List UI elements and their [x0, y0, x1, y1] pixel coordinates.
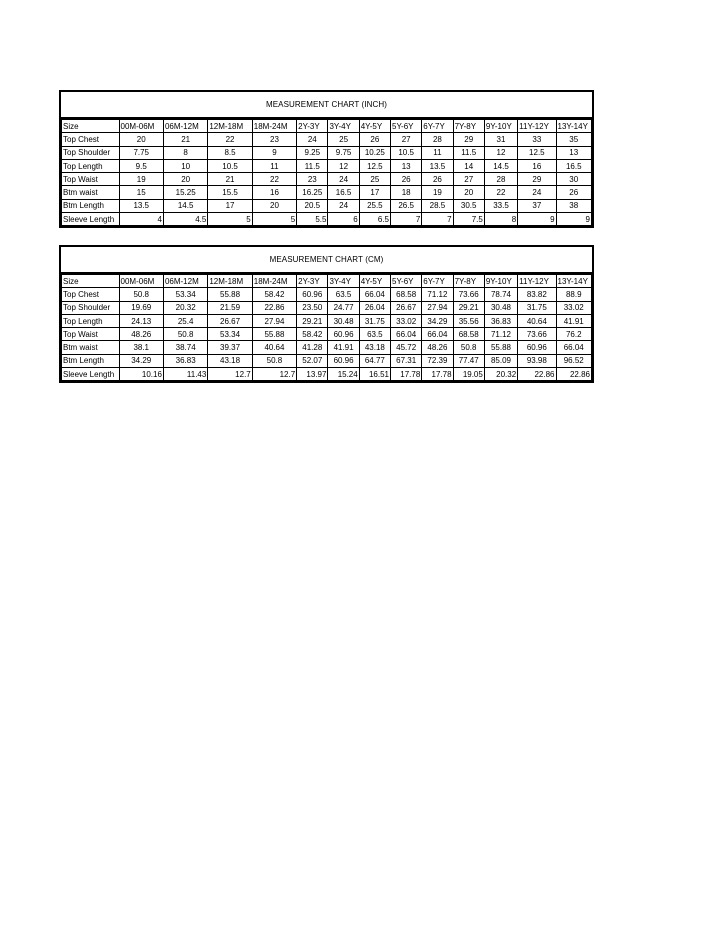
table-cell: 25.4: [163, 314, 207, 327]
table-cell: 10.5: [391, 146, 422, 159]
table-cell: 20.32: [163, 301, 207, 314]
row-label: Top Waist: [62, 328, 120, 341]
table-row: [62, 288, 592, 301]
table-cell: 4: [119, 213, 163, 226]
column-header: 6Y-7Y: [422, 275, 453, 288]
table-cell: 24: [297, 133, 328, 146]
table-cell: 13: [556, 146, 591, 159]
table-cell: 11: [422, 146, 453, 159]
table-row: [62, 301, 592, 314]
table-cell: 9.25: [297, 146, 328, 159]
table-cell: 20: [163, 173, 207, 186]
column-header: Size: [62, 275, 120, 288]
table-cell: 7.5: [453, 213, 484, 226]
table-cell: 12.7: [252, 368, 296, 381]
table-cell: 28: [422, 133, 453, 146]
table-cell: 11.5: [297, 159, 328, 172]
table-cell: 25: [359, 173, 390, 186]
table-cell: 53.34: [163, 288, 207, 301]
table-cell: 41.91: [556, 314, 591, 327]
column-header: Size: [62, 120, 120, 133]
table-cell: 29.21: [453, 301, 484, 314]
table-cell: 55.88: [252, 328, 296, 341]
table-cell: 50.8: [163, 328, 207, 341]
table-cell: 29.21: [297, 314, 328, 327]
table-cell: 9.75: [328, 146, 359, 159]
table-cell: 16.5: [556, 159, 591, 172]
table-cell: 27.94: [252, 314, 296, 327]
table-cell: 27: [453, 173, 484, 186]
column-header: 7Y-8Y: [453, 275, 484, 288]
table-cell: 14: [453, 159, 484, 172]
table-cell: 15.25: [163, 186, 207, 199]
table-cell: 55.88: [208, 288, 252, 301]
column-header: 12M-18M: [208, 120, 252, 133]
table-cell: 7: [391, 213, 422, 226]
table-cell: 25.5: [359, 199, 390, 212]
table-cell: 40.64: [518, 314, 556, 327]
table-row: [62, 133, 592, 146]
table-cell: 36.83: [163, 354, 207, 367]
column-header: 00M-06M: [119, 275, 163, 288]
table-row: [62, 368, 592, 381]
table-cell: 60.96: [328, 328, 359, 341]
table-cell: 52.07: [297, 354, 328, 367]
column-header: 4Y-5Y: [359, 120, 390, 133]
table-cell: 50.8: [119, 288, 163, 301]
table-cell: 26.67: [208, 314, 252, 327]
table-cell: 9: [556, 213, 591, 226]
column-header: 18M-24M: [252, 120, 296, 133]
row-label: Btm Length: [62, 354, 120, 367]
table-cell: 60.96: [328, 354, 359, 367]
table-cell: 78.74: [484, 288, 517, 301]
table-cell: 30: [556, 173, 591, 186]
table-cell: 60.96: [297, 288, 328, 301]
table-cell: 15.5: [208, 186, 252, 199]
table-cell: 7: [422, 213, 453, 226]
column-header: 12M-18M: [208, 275, 252, 288]
table-cell: 19: [422, 186, 453, 199]
table-cell: 7.75: [119, 146, 163, 159]
table-cell: 40.64: [252, 341, 296, 354]
column-header: 5Y-6Y: [391, 275, 422, 288]
table-cell: 77.47: [453, 354, 484, 367]
table-cell: 19.05: [453, 368, 484, 381]
table-cell: 29: [518, 173, 556, 186]
table-row: [62, 199, 592, 212]
table-cell: 67.31: [391, 354, 422, 367]
table-cell: 20.32: [484, 368, 517, 381]
table-cell: 21: [163, 133, 207, 146]
table-cell: 22: [484, 186, 517, 199]
table-cell: 31.75: [518, 301, 556, 314]
table-cell: 31: [484, 133, 517, 146]
column-header: 5Y-6Y: [391, 120, 422, 133]
table-cell: 30.48: [328, 314, 359, 327]
table-cell: 13: [391, 159, 422, 172]
table-cell: 26: [422, 173, 453, 186]
table-cell: 19.69: [119, 301, 163, 314]
table-cell: 8.5: [208, 146, 252, 159]
table-cell: 11: [252, 159, 296, 172]
table-cell: 28.5: [422, 199, 453, 212]
table-cell: 26.67: [391, 301, 422, 314]
table-cell: 21.59: [208, 301, 252, 314]
table-cell: 33.02: [391, 314, 422, 327]
table-cell: 15: [119, 186, 163, 199]
table-cell: 33.02: [556, 301, 591, 314]
row-label: Top Shoulder: [62, 146, 120, 159]
table-cell: 16.5: [328, 186, 359, 199]
table-cell: 35: [556, 133, 591, 146]
table-cell: 83.82: [518, 288, 556, 301]
table-cell: 24.13: [119, 314, 163, 327]
table-cell: 45.72: [391, 341, 422, 354]
table-cell: 11.5: [453, 146, 484, 159]
row-label: Top Length: [62, 314, 120, 327]
table-cell: 20.5: [297, 199, 328, 212]
row-label: Btm waist: [62, 341, 120, 354]
table-cell: 12.5: [518, 146, 556, 159]
table-cell: 17.78: [391, 368, 422, 381]
table-cell: 15.24: [328, 368, 359, 381]
table-cell: 33: [518, 133, 556, 146]
table-cell: 20: [453, 186, 484, 199]
table-cell: 13.5: [119, 199, 163, 212]
table-cell: 43.18: [359, 341, 390, 354]
row-label: Btm Length: [62, 199, 120, 212]
table-cell: 26: [359, 133, 390, 146]
table-cell: 41.91: [328, 341, 359, 354]
measurement-chart-inch: [59, 90, 594, 228]
table-row: [62, 159, 592, 172]
row-label: Top Chest: [62, 288, 120, 301]
table-row: [62, 354, 592, 367]
column-header: 06M-12M: [163, 120, 207, 133]
table-cell: 5: [252, 213, 296, 226]
table-cell: 38.74: [163, 341, 207, 354]
table-cell: 5: [208, 213, 252, 226]
column-header: 3Y-4Y: [328, 120, 359, 133]
column-header: 13Y-14Y: [556, 120, 591, 133]
table-cell: 38: [556, 199, 591, 212]
table-cell: 30.5: [453, 199, 484, 212]
row-label: Top Length: [62, 159, 120, 172]
table-cell: 13.97: [297, 368, 328, 381]
table-cell: 14.5: [484, 159, 517, 172]
row-label: Sleeve Length: [62, 368, 120, 381]
table-cell: 18: [391, 186, 422, 199]
table-cell: 73.66: [518, 328, 556, 341]
table-cell: 8: [163, 146, 207, 159]
table-cell: 22.86: [252, 301, 296, 314]
table-cell: 4.5: [163, 213, 207, 226]
table-cell: 10.25: [359, 146, 390, 159]
table-cell: 23.50: [297, 301, 328, 314]
table-row: [62, 186, 592, 199]
table-cell: 12: [328, 159, 359, 172]
table-cell: 36.83: [484, 314, 517, 327]
table-cell: 68.58: [391, 288, 422, 301]
table-cell: 48.26: [119, 328, 163, 341]
table-cell: 50.8: [252, 354, 296, 367]
table-cell: 37: [518, 199, 556, 212]
column-header: 9Y-10Y: [484, 120, 517, 133]
column-header: 7Y-8Y: [453, 120, 484, 133]
table-cell: 24: [518, 186, 556, 199]
table-row: [62, 328, 592, 341]
column-header: 4Y-5Y: [359, 275, 390, 288]
column-header: 06M-12M: [163, 275, 207, 288]
table-cell: 27.94: [422, 301, 453, 314]
table-row: [62, 146, 592, 159]
table-cell: 26.5: [391, 199, 422, 212]
table-cell: 12: [484, 146, 517, 159]
column-header: 2Y-3Y: [297, 120, 328, 133]
row-label: Top Waist: [62, 173, 120, 186]
table-cell: 73.66: [453, 288, 484, 301]
table-cell: 66.04: [556, 341, 591, 354]
table-cell: 38.1: [119, 341, 163, 354]
table-cell: 14.5: [163, 199, 207, 212]
table-cell: 17: [208, 199, 252, 212]
table-cell: 23: [252, 133, 296, 146]
table-cell: 9: [518, 213, 556, 226]
table-cell: 66.04: [422, 328, 453, 341]
table-cell: 68.58: [453, 328, 484, 341]
row-label: Top Chest: [62, 133, 120, 146]
table-cell: 22.86: [518, 368, 556, 381]
row-label: Sleeve Length: [62, 213, 120, 226]
table-cell: 60.96: [518, 341, 556, 354]
table-cell: 8: [484, 213, 517, 226]
table-cell: 22: [252, 173, 296, 186]
table-cell: 48.26: [422, 341, 453, 354]
table-cell: 28: [484, 173, 517, 186]
table-cell: 17.78: [422, 368, 453, 381]
table-cell: 26: [556, 186, 591, 199]
table-cell: 9.5: [119, 159, 163, 172]
table-cell: 55.88: [484, 341, 517, 354]
table-cell: 31.75: [359, 314, 390, 327]
table-cell: 85.09: [484, 354, 517, 367]
table-cell: 88.9: [556, 288, 591, 301]
table-cell: 10.5: [208, 159, 252, 172]
table-cell: 64.77: [359, 354, 390, 367]
column-header: 00M-06M: [119, 120, 163, 133]
table-cell: 63.5: [359, 328, 390, 341]
chart-title: MEASUREMENT CHART (CM): [61, 247, 592, 274]
table-cell: 29: [453, 133, 484, 146]
table-cell: 22.86: [556, 368, 591, 381]
table-cell: 10: [163, 159, 207, 172]
table-cell: 58.42: [252, 288, 296, 301]
table-cell: 16.25: [297, 186, 328, 199]
table-cell: 26: [391, 173, 422, 186]
table-cell: 63.5: [328, 288, 359, 301]
table-cell: 66.04: [391, 328, 422, 341]
table-cell: 24: [328, 199, 359, 212]
column-header: 9Y-10Y: [484, 275, 517, 288]
table-cell: 41.28: [297, 341, 328, 354]
table-cell: 27: [391, 133, 422, 146]
table-cell: 24.77: [328, 301, 359, 314]
table-cell: 16: [518, 159, 556, 172]
table-cell: 71.12: [422, 288, 453, 301]
table-cell: 30.48: [484, 301, 517, 314]
table-cell: 34.29: [119, 354, 163, 367]
table-cell: 58.42: [297, 328, 328, 341]
table-cell: 6.5: [359, 213, 390, 226]
table-cell: 10.16: [119, 368, 163, 381]
table-header-row: [62, 120, 592, 133]
row-label: Top Shoulder: [62, 301, 120, 314]
table-cell: 43.18: [208, 354, 252, 367]
table-cell: 34.29: [422, 314, 453, 327]
table-cell: 23: [297, 173, 328, 186]
table-cell: 16.51: [359, 368, 390, 381]
table-cell: 20: [252, 199, 296, 212]
measurement-table: [61, 274, 592, 381]
table-cell: 17: [359, 186, 390, 199]
table-header-row: [62, 275, 592, 288]
table-cell: 16: [252, 186, 296, 199]
table-cell: 53.34: [208, 328, 252, 341]
column-header: 3Y-4Y: [328, 275, 359, 288]
table-cell: 20: [119, 133, 163, 146]
table-cell: 96.52: [556, 354, 591, 367]
table-row: [62, 213, 592, 226]
column-header: 2Y-3Y: [297, 275, 328, 288]
table-cell: 50.8: [453, 341, 484, 354]
table-cell: 12.5: [359, 159, 390, 172]
row-label: Btm waist: [62, 186, 120, 199]
table-cell: 39.37: [208, 341, 252, 354]
table-cell: 66.04: [359, 288, 390, 301]
column-header: 6Y-7Y: [422, 120, 453, 133]
column-header: 11Y-12Y: [518, 275, 556, 288]
measurement-chart-cm: [59, 245, 594, 383]
table-row: [62, 341, 592, 354]
table-cell: 5.5: [297, 213, 328, 226]
table-cell: 21: [208, 173, 252, 186]
measurement-table: [61, 119, 592, 226]
column-header: 13Y-14Y: [556, 275, 591, 288]
table-cell: 24: [328, 173, 359, 186]
column-header: 11Y-12Y: [518, 120, 556, 133]
table-cell: 33.5: [484, 199, 517, 212]
table-cell: 71.12: [484, 328, 517, 341]
table-row: [62, 314, 592, 327]
table-cell: 35.56: [453, 314, 484, 327]
table-cell: 72.39: [422, 354, 453, 367]
table-cell: 25: [328, 133, 359, 146]
table-cell: 11.43: [163, 368, 207, 381]
chart-title: MEASUREMENT CHART (INCH): [61, 92, 592, 119]
table-cell: 13.5: [422, 159, 453, 172]
table-cell: 22: [208, 133, 252, 146]
column-header: 18M-24M: [252, 275, 296, 288]
table-cell: 12.7: [208, 368, 252, 381]
table-cell: 76.2: [556, 328, 591, 341]
table-cell: 93.98: [518, 354, 556, 367]
table-cell: 9: [252, 146, 296, 159]
table-cell: 19: [119, 173, 163, 186]
table-cell: 26.04: [359, 301, 390, 314]
table-cell: 6: [328, 213, 359, 226]
table-row: [62, 173, 592, 186]
